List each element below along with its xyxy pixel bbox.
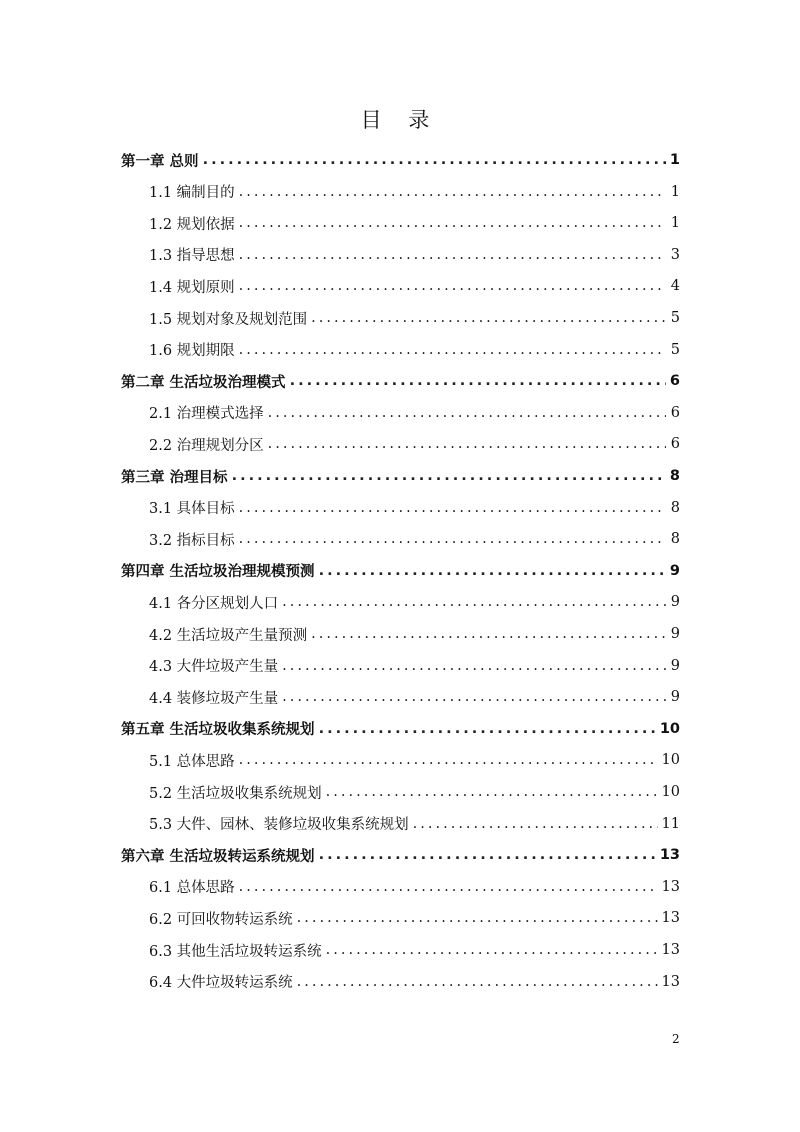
toc-entry-page: 9 [669, 562, 680, 579]
toc-entry-label: 1.6 规划期限 [149, 343, 235, 360]
toc-section-entry[interactable] [149, 744, 680, 776]
toc-entry-label: 第六章 生活垃圾转运系统规划 [121, 848, 315, 865]
toc-section-entry[interactable] [149, 302, 680, 334]
toc-entry-label: 1.5 规划对象及规划范围 [149, 311, 308, 328]
toc-entry-label: 5.1 总体思路 [149, 753, 235, 770]
toc-dot-leader [290, 373, 666, 389]
toc-entry-label: 第三章 治理目标 [121, 469, 228, 486]
toc-dot-leader [319, 721, 656, 737]
toc-section-entry[interactable] [149, 239, 680, 271]
toc-section-entry[interactable] [149, 397, 680, 429]
toc-entry-label: 2.1 治理模式选择 [149, 406, 264, 423]
toc-entry-page: 11 [661, 815, 680, 832]
toc-entry-page: 10 [659, 720, 680, 737]
toc-dot-leader [319, 847, 656, 863]
toc-entry-label: 1.3 指导思想 [149, 248, 235, 265]
toc-dot-leader [282, 658, 666, 674]
toc-entry-page: 13 [661, 942, 680, 958]
toc-entry-page: 9 [670, 657, 680, 674]
toc-section-entry[interactable] [149, 428, 680, 460]
toc-entry-page: 13 [661, 910, 680, 927]
toc-entry-label: 1.4 规划原则 [149, 279, 235, 296]
toc-entry-label: 6.1 总体思路 [149, 880, 235, 897]
toc-dot-leader [319, 563, 666, 579]
toc-section-entry[interactable] [149, 934, 680, 966]
toc-entry-label: 4.1 各分区规划人口 [149, 595, 279, 612]
toc-dot-leader [311, 626, 666, 642]
toc-entry-label: 2.2 治理规划分区 [149, 437, 264, 454]
toc-chapter-entry[interactable] [121, 365, 680, 397]
toc-dot-leader [297, 910, 658, 926]
toc-dot-leader [282, 594, 666, 610]
toc-entry-label: 3.2 指标目标 [149, 532, 235, 549]
toc-entry-page: 13 [661, 973, 680, 990]
toc-dot-leader [239, 500, 666, 516]
toc-entry-label: 1.1 编制目的 [149, 185, 235, 202]
toc-section-entry[interactable] [149, 902, 680, 934]
toc-entry-page: 10 [661, 784, 680, 800]
toc-section-entry[interactable] [149, 586, 680, 618]
toc-section-entry[interactable] [149, 492, 680, 524]
toc-entry-label: 5.2 生活垃圾收集系统规划 [149, 785, 322, 802]
toc-entry-label: 5.3 大件、园林、装修垃圾收集系统规划 [149, 817, 409, 834]
toc-entry-page: 9 [670, 689, 680, 706]
toc-entry-label: 3.1 具体目标 [149, 501, 235, 518]
toc-section-entry[interactable] [149, 808, 680, 840]
toc-entry-page: 6 [669, 373, 680, 390]
toc-dot-leader [297, 974, 658, 990]
toc-entry-page: 1 [670, 183, 680, 200]
toc-entry-label: 4.3 大件垃圾产生量 [149, 659, 279, 676]
toc-dot-leader [239, 342, 666, 358]
toc-entry-label: 1.2 规划依据 [149, 216, 235, 233]
toc-dot-leader [239, 278, 666, 294]
toc-chapter-entry[interactable] [121, 460, 680, 492]
toc-dot-leader [326, 942, 658, 958]
toc-entry-page: 5 [670, 341, 680, 358]
toc-entry-page: 13 [659, 847, 680, 864]
toc-dot-leader [239, 752, 658, 768]
toc-section-entry[interactable] [149, 871, 680, 903]
toc-section-entry[interactable] [149, 270, 680, 302]
toc-section-entry[interactable] [149, 207, 680, 239]
toc-entry-label: 4.4 装修垃圾产生量 [149, 690, 279, 707]
toc-section-entry[interactable] [149, 334, 680, 366]
toc-entry-page: 6 [670, 404, 680, 421]
toc-entry-page: 8 [670, 531, 680, 548]
toc-chapter-entry[interactable] [121, 555, 680, 587]
toc-entry-page: 1 [670, 215, 680, 232]
toc-entry-page: 3 [670, 246, 680, 263]
toc-chapter-entry[interactable] [121, 839, 680, 871]
toc-entry-label: 第四章 生活垃圾治理规模预测 [121, 564, 315, 581]
toc-dot-leader [413, 816, 658, 832]
toc-dot-leader [282, 689, 666, 705]
toc-dot-leader [232, 468, 666, 484]
toc-entry-page: 5 [670, 310, 680, 326]
toc-entry-page: 9 [670, 594, 680, 611]
toc-dot-leader [268, 405, 666, 421]
toc-dot-leader [239, 184, 666, 200]
toc-entry-label: 第二章 生活垃圾治理模式 [121, 374, 286, 391]
toc-entry-label: 6.3 其他生活垃圾转运系统 [149, 943, 322, 960]
toc-entry-page: 8 [670, 499, 680, 516]
toc-entry-page: 10 [661, 752, 680, 769]
toc-section-entry[interactable] [149, 776, 680, 808]
toc-dot-leader [239, 531, 666, 547]
toc-entry-label: 第五章 生活垃圾收集系统规划 [121, 722, 315, 739]
toc-chapter-entry[interactable] [121, 144, 680, 176]
toc-dot-leader [239, 215, 666, 231]
page-number: 2 [672, 1032, 680, 1046]
toc-dot-leader [326, 784, 658, 800]
toc-title: 目 录 [360, 108, 440, 132]
toc-entry-label: 6.2 可回收物转运系统 [149, 911, 293, 928]
toc-section-entry[interactable] [149, 176, 680, 208]
toc-section-entry[interactable] [149, 523, 680, 555]
toc-chapter-entry[interactable] [121, 713, 680, 745]
toc-section-entry[interactable] [149, 650, 680, 682]
toc-entry-page: 6 [670, 436, 680, 453]
toc-entry-page: 13 [661, 878, 680, 895]
toc-entry-label: 第一章 总则 [121, 153, 199, 170]
toc-entry-page: 4 [670, 278, 680, 295]
toc-dot-leader [203, 152, 666, 168]
toc-entry-label: 4.2 生活垃圾产生量预测 [149, 627, 308, 644]
toc-entry-page: 8 [669, 468, 680, 484]
toc-section-entry[interactable] [149, 681, 680, 713]
toc-entry-page: 9 [670, 626, 680, 642]
toc-entry-label: 6.4 大件垃圾转运系统 [149, 975, 293, 992]
toc-dot-leader [268, 436, 666, 452]
toc-section-entry[interactable] [149, 966, 680, 998]
toc-entry-page: 1 [669, 152, 680, 168]
toc-section-entry[interactable] [149, 618, 680, 650]
toc-dot-leader [239, 247, 666, 263]
toc-dot-leader [239, 879, 658, 895]
toc-dot-leader [311, 310, 666, 326]
